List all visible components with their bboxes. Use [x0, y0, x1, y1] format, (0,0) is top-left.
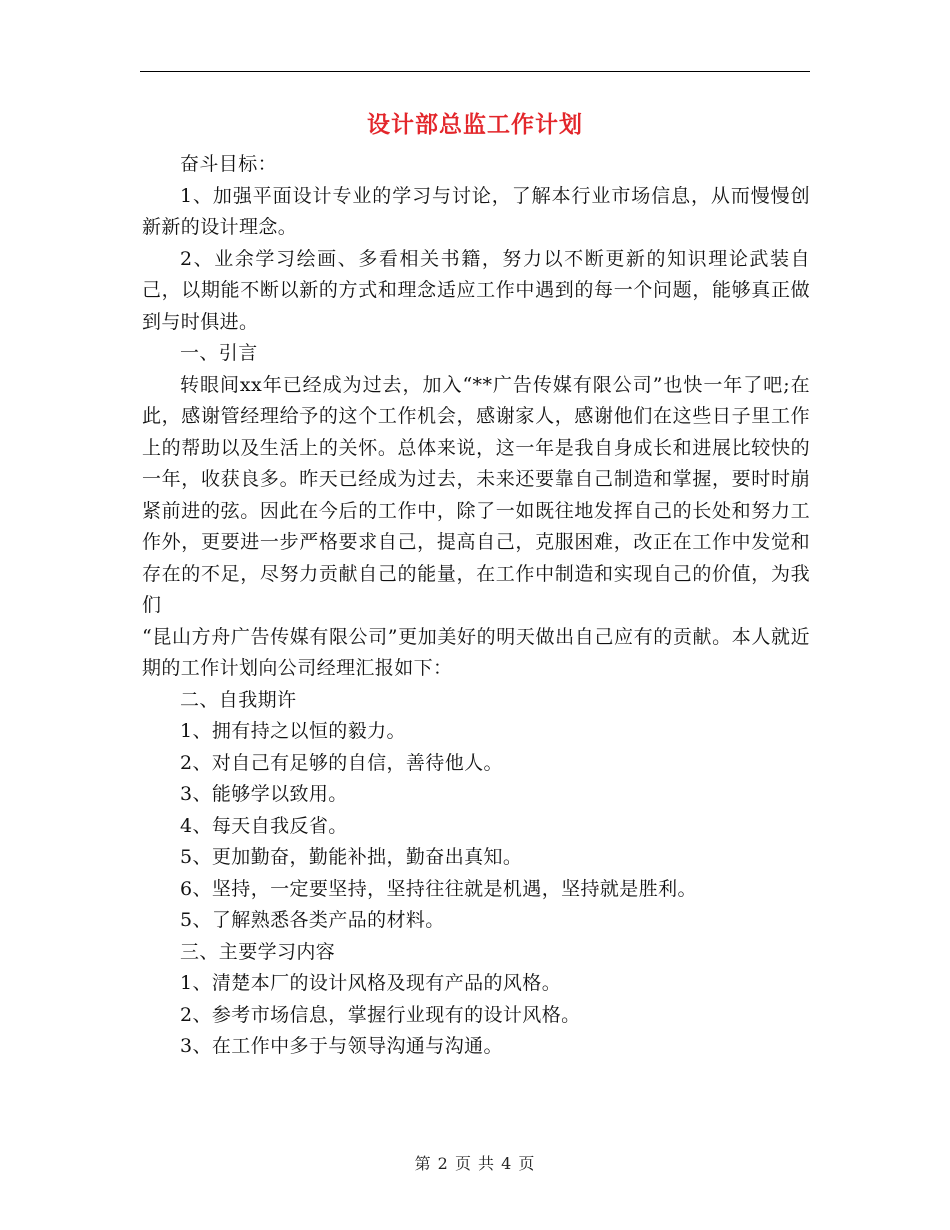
document-title: 设计部总监工作计划	[367, 111, 583, 138]
header-rule	[140, 71, 810, 72]
list-item-expectation-6: 6、坚持，一定要坚持，坚持往往就是机遇，坚持就是胜利。	[180, 877, 697, 900]
document-body	[142, 149, 810, 1063]
list-item-expectation-2: 2、对自己有足够的自信，善待他人。	[180, 751, 503, 774]
paragraph-goal-1: 1、加强平面设计专业的学习与讨论，了解本行业市场信息，从而慢慢创新新的设计理念。	[142, 184, 810, 238]
paragraph-intro-continued: “昆山方舟广告传媒有限公司”更加美好的明天做出自己应有的贡献。本人就近期的工作计划向公司经理汇报如下：	[142, 625, 810, 679]
list-item-expectation-1: 1、拥有持之以恒的毅力。	[180, 720, 406, 742]
list-item-expectation-3: 3、能够学以致用。	[180, 783, 348, 805]
page-number-footer: 第 2 页 共 4 页	[414, 1154, 536, 1173]
paragraph-intro: 转眼间xx年已经成为过去，加入“**广告传媒有限公司”也快一年了吧;在此，感谢管经理给予的这个工作机会，感谢家人，感谢他们在这些日子里工作上的帮助以及生活上的关怀。总体来说，这一年是我自身成长和进展比较快的一年，收获良多。昨天已经成为过去，未来还要靠自己制造和掌握，要时时崩紧前进的弦。因此在今后的工作中，除了一如既往地发挥自己的长处和努力工作外，更要进一步严格要求自己，提高自己，克服困难，改正在工作中发觉和存在的不足，尽努力贡献自己的能量，在工作中制造和实现自己的价值，为我们	[142, 373, 810, 616]
paragraph-goal-heading: 奋斗目标：	[180, 153, 278, 175]
section-heading-study-content: 三、主要学习内容	[180, 940, 336, 963]
paragraph-goal-2: 2、业余学习绘画、多看相关书籍，努力以不断更新的知识理论武装自己，以期能不断以新的方式和理念适应工作中遇到的每一个问题，能够真正做到与时俱进。	[142, 247, 810, 333]
list-item-study-3: 3、在工作中多于与领导沟通与沟通。	[180, 1035, 503, 1057]
list-item-study-2: 2、参考市场信息，掌握行业现有的设计风格。	[180, 1003, 581, 1026]
section-heading-self-expectation: 二、自我期许	[180, 688, 297, 711]
list-item-expectation-4: 4、每天自我反省。	[180, 814, 348, 837]
list-item-study-1: 1、清楚本厂的设计风格及现有产品的风格。	[180, 972, 562, 994]
list-item-expectation-5: 5、更加勤奋，勤能补拙，勤奋出真知。	[180, 846, 523, 868]
list-item-expectation-7: 5、了解熟悉各类产品的材料。	[180, 909, 445, 931]
section-heading-intro: 一、引言	[180, 342, 258, 364]
